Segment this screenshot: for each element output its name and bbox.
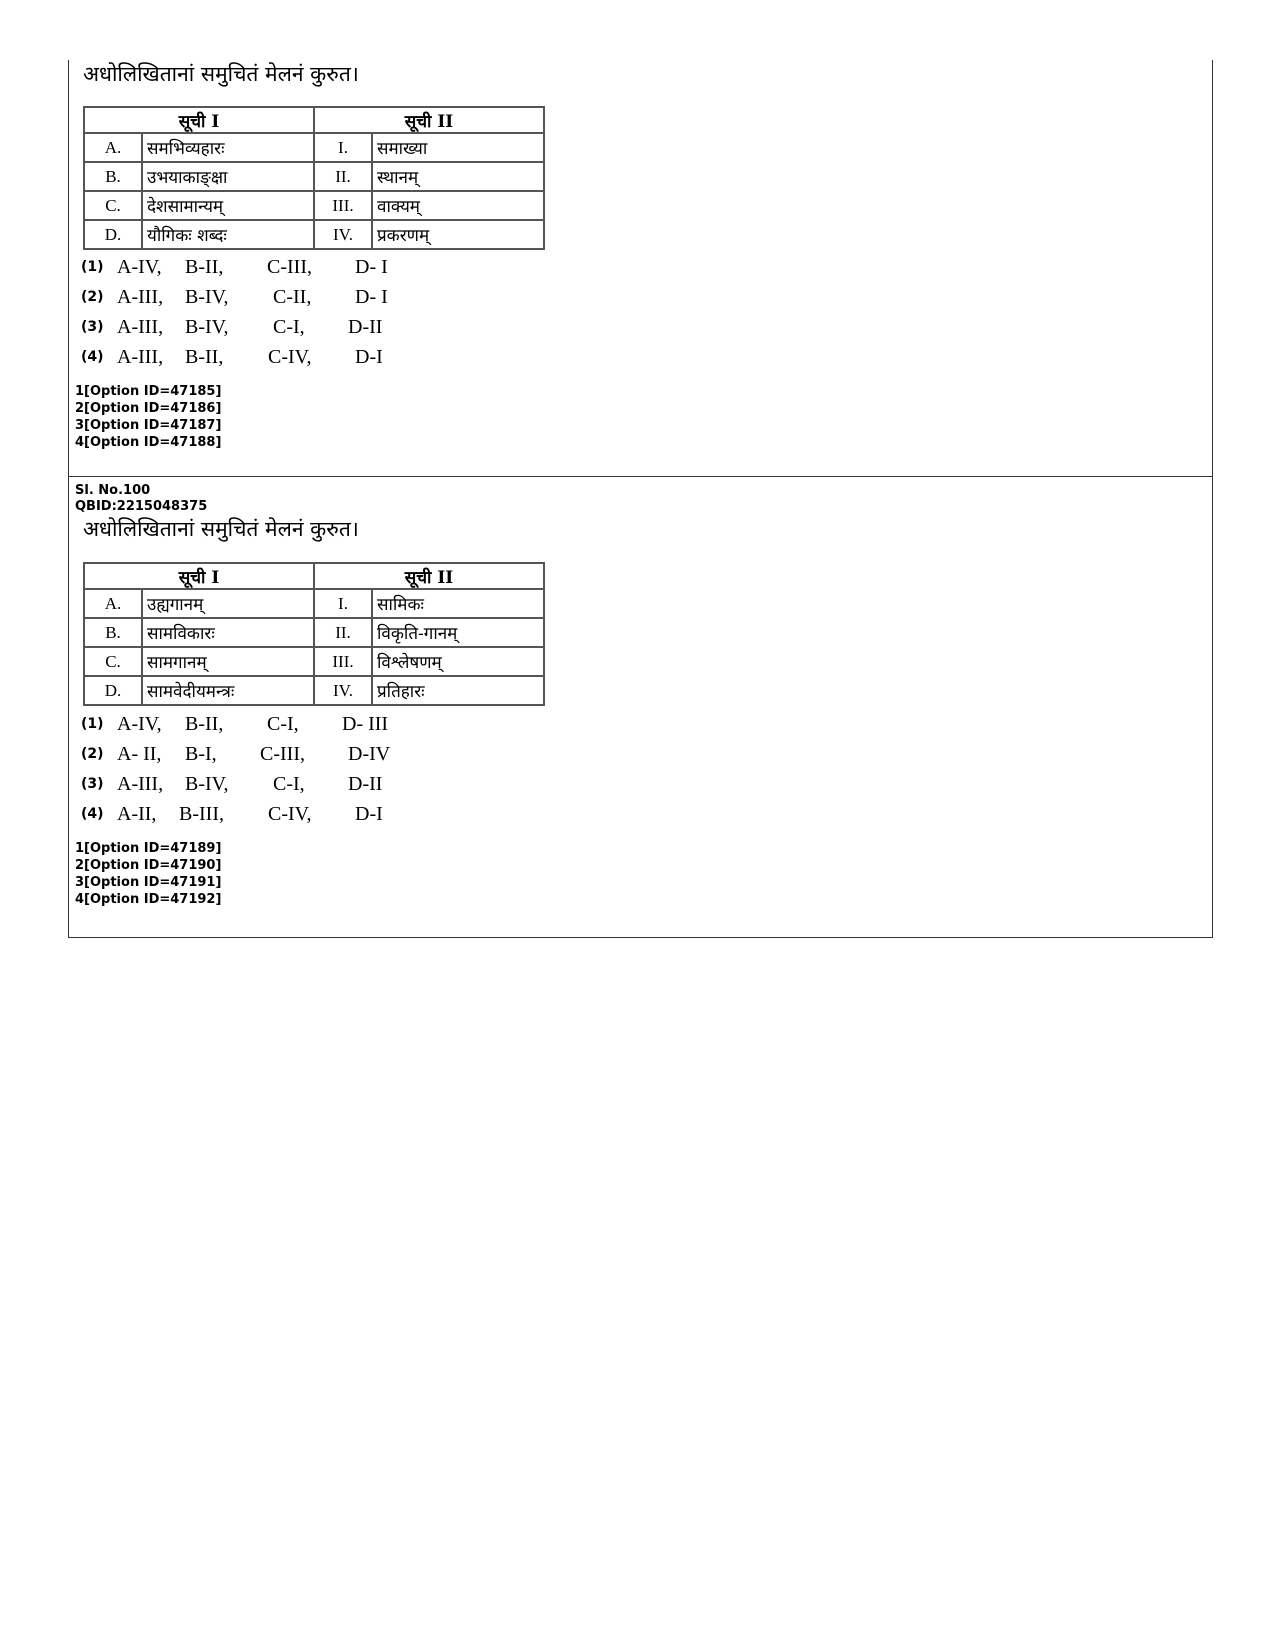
option-b: B-II, (185, 345, 224, 368)
list2-code: II. (314, 162, 372, 191)
table-header-row (84, 107, 544, 133)
option-c: C-I, (273, 315, 305, 338)
list2-header: सूची II (314, 563, 544, 589)
option-b: B-IV, (185, 285, 229, 308)
list1-header: सूची I (84, 107, 314, 133)
table-row (84, 676, 544, 705)
option-number: (3) (81, 776, 104, 792)
option-number: (3) (81, 319, 104, 335)
option-number: (2) (81, 746, 104, 762)
option-c: C-III, (260, 742, 305, 765)
answer-option (81, 342, 388, 372)
answer-option (81, 312, 388, 342)
option-a: A- II, (117, 742, 162, 765)
option-a: A-IV, (117, 712, 162, 735)
option-b: B-I, (185, 742, 217, 765)
option-a: A-IV, (117, 255, 162, 278)
option-id: 4[Option ID=47188] (75, 435, 222, 450)
option-number: (4) (81, 806, 104, 822)
table-row (84, 618, 544, 647)
list2-item: विश्लेषणम् (372, 647, 544, 676)
list2-item: विकृति-गानम् (372, 618, 544, 647)
match-table (83, 106, 545, 250)
answer-option (81, 252, 388, 282)
option-d: D-II (348, 772, 383, 795)
option-a: A-III, (117, 315, 164, 338)
list1-code: C. (84, 191, 142, 220)
list2-item: स्थानम् (372, 162, 544, 191)
table-header-row (84, 563, 544, 589)
answer-option (81, 769, 390, 799)
table-row (84, 220, 544, 249)
option-a: A-II, (117, 802, 157, 825)
list1-code: A. (84, 589, 142, 618)
list2-item: सामिकः (372, 589, 544, 618)
question-stem: अधोलिखितानां समुचितं मेलनं कुरुत। (83, 517, 359, 541)
list1-item: सामवेदीयमन्त्रः (142, 676, 314, 705)
list1-item: उह्यगानम् (142, 589, 314, 618)
table-row (84, 191, 544, 220)
list2-code: II. (314, 618, 372, 647)
table-row (84, 647, 544, 676)
option-id: 4[Option ID=47192] (75, 892, 222, 907)
list2-code: III. (314, 191, 372, 220)
option-c: C-IV, (268, 802, 312, 825)
question-stem: अधोलिखितानां समुचितं मेलनं कुरुत। (83, 62, 359, 86)
list1-item: सामविकारः (142, 618, 314, 647)
option-id-list (75, 383, 221, 451)
option-d: D- I (355, 255, 388, 278)
option-c: C-II, (273, 285, 312, 308)
answer-option (81, 709, 390, 739)
list2-item: वाक्यम् (372, 191, 544, 220)
list2-code: I. (314, 589, 372, 618)
option-d: D-I (355, 802, 383, 825)
option-c: C-I, (273, 772, 305, 795)
option-c: C-III, (267, 255, 312, 278)
option-d: D- III (342, 712, 389, 735)
option-id: 1[Option ID=47189] (75, 841, 222, 856)
list1-code: B. (84, 618, 142, 647)
serial-number: Sl. No.100 (75, 483, 151, 498)
option-b: B-II, (185, 712, 224, 735)
table-row (84, 133, 544, 162)
option-d: D-II (348, 315, 383, 338)
option-a: A-III, (117, 285, 164, 308)
option-number: (2) (81, 289, 104, 305)
list1-item: यौगिकः शब्दः (142, 220, 314, 249)
option-id: 1[Option ID=47185] (75, 384, 222, 399)
list1-header: सूची I (84, 563, 314, 589)
list2-code: I. (314, 133, 372, 162)
option-b: B-III, (179, 802, 224, 825)
list2-item: समाख्या (372, 133, 544, 162)
option-c: C-I, (267, 712, 299, 735)
option-a: A-III, (117, 772, 164, 795)
list2-header: सूची II (314, 107, 544, 133)
match-table (83, 562, 545, 706)
option-d: D-I (355, 345, 383, 368)
option-number: (4) (81, 349, 104, 365)
table-row (84, 162, 544, 191)
option-d: D- I (355, 285, 388, 308)
list1-code: C. (84, 647, 142, 676)
list1-item: उभयाकाङ्क्षा (142, 162, 314, 191)
list1-item: सामगानम् (142, 647, 314, 676)
option-id-list (75, 840, 221, 908)
option-number: (1) (81, 259, 104, 275)
answer-options (81, 709, 390, 829)
list1-code: A. (84, 133, 142, 162)
answer-option (81, 282, 388, 312)
list2-item: प्रतिहारः (372, 676, 544, 705)
list1-code: D. (84, 220, 142, 249)
option-a: A-III, (117, 345, 164, 368)
list2-code: IV. (314, 220, 372, 249)
option-id: 2[Option ID=47186] (75, 401, 222, 416)
option-b: B-II, (185, 255, 224, 278)
question-block-99 (68, 60, 1213, 477)
list1-code: B. (84, 162, 142, 191)
question-block-100 (68, 477, 1213, 938)
list1-item: देशसामान्यम् (142, 191, 314, 220)
answer-options (81, 252, 388, 372)
list2-item: प्रकरणम् (372, 220, 544, 249)
option-id: 2[Option ID=47190] (75, 858, 222, 873)
list2-code: III. (314, 647, 372, 676)
question-id: QBID:2215048375 (75, 499, 208, 514)
option-number: (1) (81, 716, 104, 732)
answer-option (81, 739, 390, 769)
option-d: D-IV (348, 742, 391, 765)
option-b: B-IV, (185, 772, 229, 795)
option-id: 3[Option ID=47187] (75, 418, 222, 433)
list2-code: IV. (314, 676, 372, 705)
option-b: B-IV, (185, 315, 229, 338)
option-c: C-IV, (268, 345, 312, 368)
table-row (84, 589, 544, 618)
answer-option (81, 799, 390, 829)
list1-code: D. (84, 676, 142, 705)
option-id: 3[Option ID=47191] (75, 875, 222, 890)
list1-item: समभिव्यहारः (142, 133, 314, 162)
